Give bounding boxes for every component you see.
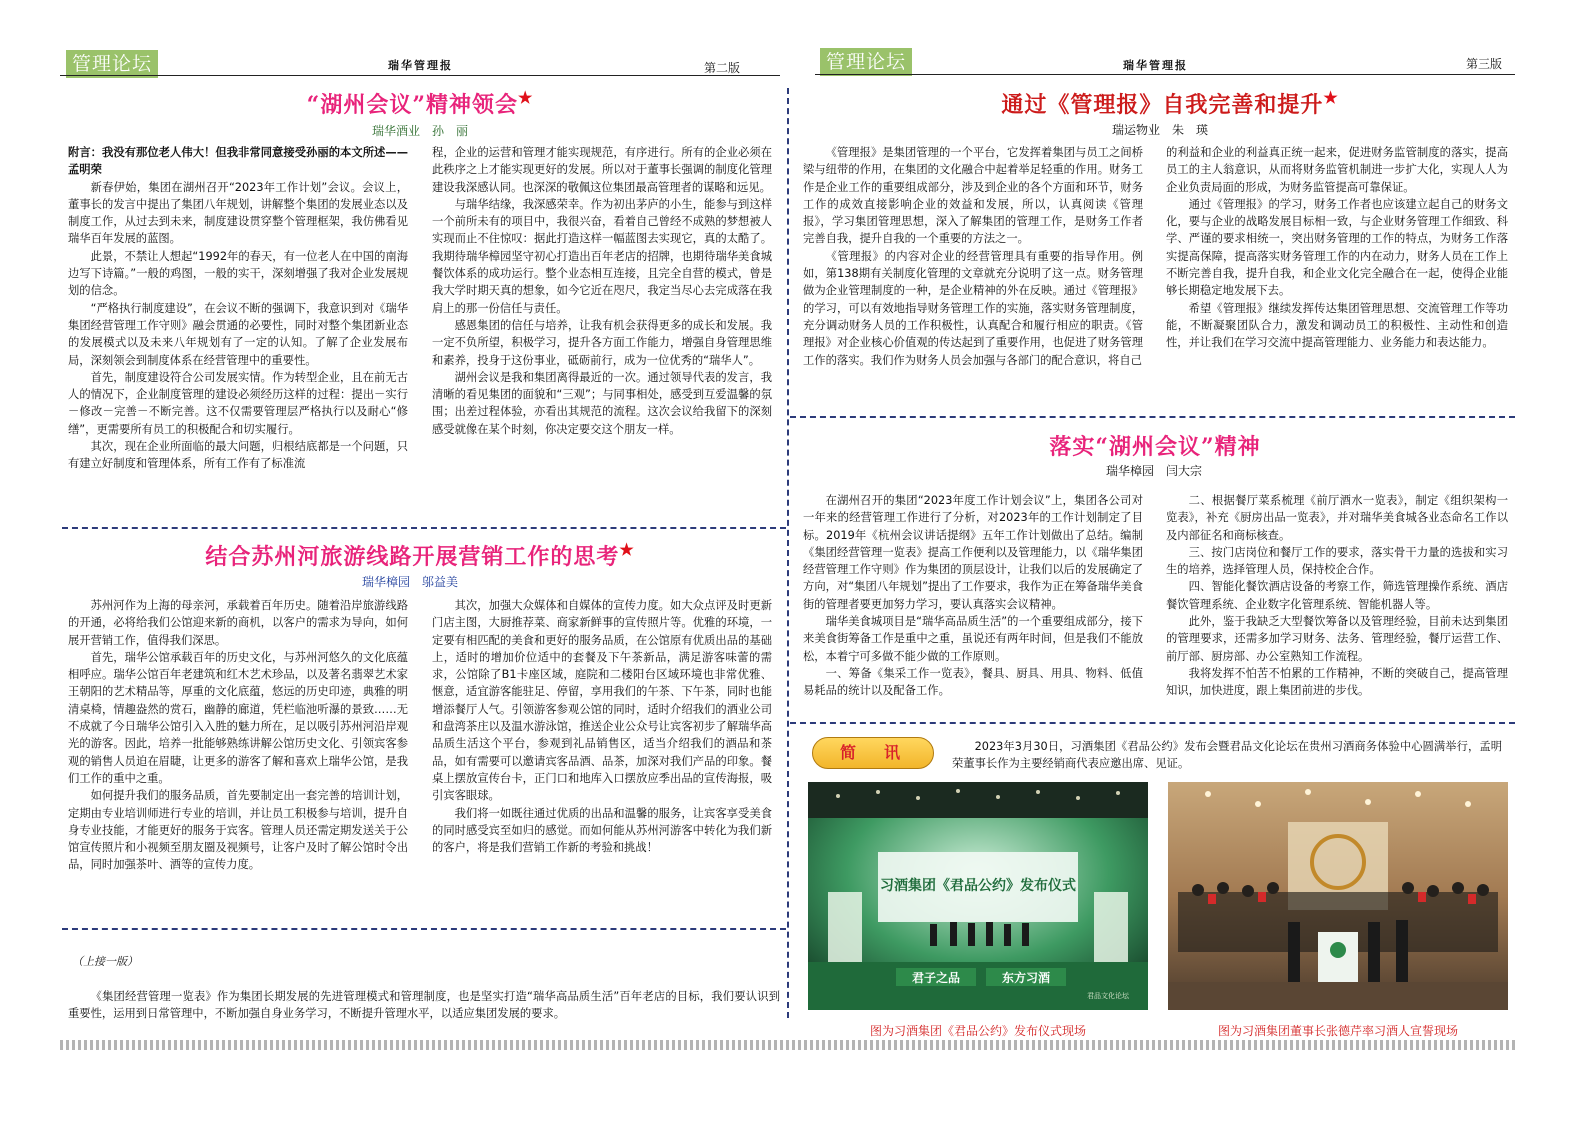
paragraph: 希望《管理报》继续发挥传达集团管理思想、交流管理工作等功能，不断凝聚团队合力，激发和调动员工的积极性、主动性和创造性，并让我们在学习交流中提高管理能力、业务能力和表达能力。 (1166, 301, 1508, 350)
paragraph: 我将发挥不怕苦不怕累的工作精神，不断的突破自己，提高管理知识，加快进度，跟上集团前进的步伐。 (1166, 666, 1508, 698)
article3-byline: 瑞运物业 朱 瑛 (1111, 123, 1208, 137)
star-icon: ★ (517, 88, 534, 107)
article4-byline: 瑞华樟园 闫大宗 (1105, 464, 1202, 478)
paragraph: 与瑞华结缘，我深感荣幸。作为初出茅庐的小生，能参与到这样一个前所未有的项目中，我很兴奋，看着自己曾经不成熟的梦想被人实现而止不住惊叹：据此打造这样一幅蓝图去实现它，真的太酷了。我期待瑞华樟园坚守初心打造出百年老店的招牌，也期待瑞华美食城餐饮体系的成功运行。整个业态相互连接，且完全自营的模式，曾是我大学时期天真的想象，如今它近在咫尺，我定当尽心去完成落在我肩上的那一份信任与责任。 (432, 197, 772, 315)
article3-col2 (1166, 144, 1508, 352)
edition-right: 第三版 (1466, 57, 1503, 71)
continued-text (68, 988, 780, 1023)
photo2-caption: 图为习酒集团董事长张德芹率习酒人宣誓现场 (1217, 1024, 1458, 1038)
section-tag-right: 管理论坛 (820, 48, 912, 76)
article2-col2 (432, 597, 772, 856)
edition-left: 第二版 (704, 61, 741, 75)
center-divider (787, 88, 789, 1018)
paragraph: 其次，加强大众媒体和自媒体的宣传力度。如大众点评及时更新门店主图，大厨推荐菜、商家新鲜事的宣传照片等。优雅的环境，一定要有相匹配的美食和更好的服务品质，在公馆原有优质出品的基础上，适时的增加价位适中的套餐及下午茶新品，满足游客味蕾的需求，公馆除了B1卡座区域，庭院和二楼阳台区域环境也非常优雅、惬意，适宜游客能驻足、停留，享用我们的午茶、下午茶，同时也能增添餐厅人气。引领游客参观公馆的同时，适时介绍我们的酒业公司和盘湾茶庄以及温水游泳馆，推送企业公众号让宾客初步了解瑞华高品质生活这个平台，参观到礼品销售区，适当介绍我们的酒品和茶品，如有需要可以邀请宾客品酒、品茶，加深对我们产品的印象。餐桌上摆放宣传台卡，正门口和地库入口摆放应季出品的宣传海报，吸引宾客眼球。 (432, 599, 772, 803)
paragraph: 一、筹备《集采工作一览表》，餐具、厨具、用具、物料、低值易耗品的统计以及配备工作。 (803, 666, 1143, 698)
paragraph: 其次，现在企业所面临的最大问题，归根结底都是一个问题，只有建立好制度和管理体系，所有工作有了标准流 (68, 440, 408, 471)
article1-col1 (68, 144, 408, 473)
paragraph: 四、智能化餐饮酒店设备的考察工作，筛选管理操作系统、酒店餐饮管理系统、企业数字化管理系统、智能机器人等。 (1166, 580, 1508, 611)
star-icon: ★ (1323, 88, 1339, 107)
divider-left-bottom (62, 928, 786, 930)
article4-col2 (1166, 492, 1508, 700)
photo-launch-ceremony (808, 782, 1148, 1010)
paragraph: 三、按门店岗位和餐厅工作的要求，落实骨干力量的选拔和实习生的培养，选择管理人员，保持校企合作。 (1166, 545, 1508, 577)
paragraph: 在湖州召开的集团“2023年度工作计划会议”上，集团各公司对一年来的经营管理工作进行了分析，对2023年的工作计划制定了目标。2019年《杭州会议讲话提纲》五年工作计划做出了总结。编制《集团经营管理一览表》提高工作便利以及管理能力，以《瑞华集团经营管理工作守则》作为集团的顶层设计，让我们以后的发展确定了方向，对“集团八年规划”提出了工作要求，我作为正在筹备瑞华美食街的管理者要更加努力学习，要认真落实会议精神。 (803, 494, 1143, 611)
paragraph: 瑞华美食城项目是“瑞华高品质生活”的一个重要组成部分，接下来美食街筹备工作是重中之重，虽说还有两年时间，但是我们不能放松，本着宁可多做不能少做的工作原则。 (803, 615, 1143, 663)
article3-col1 (803, 144, 1143, 369)
paragraph: 2023年3月30日，习酒集团《君品公约》发布会暨君品文化论坛在贵州习酒商务体验中心圆满举行，孟明荣董事长作为主要经销商代表应邀出席、见证。 (952, 740, 1502, 771)
article4-title: 落实“湖州会议”精神 (1049, 434, 1261, 460)
paper-name-left: 瑞华管理报 (388, 59, 453, 72)
paper-name-right: 瑞华管理报 (1123, 59, 1188, 72)
paragraph: “严格执行制度建设”，在会议不断的强调下，我意识到对《瑞华集团经营管理工作守则》融会贯通的必要性，同时对整个集团新业态的发展模式以及未来八年规划有了一定的认知。了解了企业发展布局，深刻领会到制度体系在经营管理中的重要性。 (68, 301, 408, 367)
brief-badge: 简 讯 (812, 737, 934, 769)
photo1-caption: 图为习酒集团《君品公约》发布仪式现场 (869, 1024, 1086, 1038)
oath-ceremony-image (1168, 782, 1508, 1010)
article4-col1 (803, 492, 1143, 700)
paragraph: 新春伊始，集团在湖州召开“2023年工作计划”会议。会议上，董事长的发言中提出了集团八年规划，讲解整个集团的发展业态以及制度工作，从过去到未来，制度建设贯穿整个管理框架，我仿佛看见瑞华百年发展的蓝图。 (68, 180, 408, 246)
article2-byline: 瑞华樟园 邬益美 (361, 575, 458, 589)
article2-title: 结合苏州河旅游线路开展营销工作的思考★ (205, 540, 635, 570)
paragraph: 通过《管理报》的学习，财务工作者也应该建立起自己的财务文化，要与企业的战略发展目标相一致，与企业财务管理工作细致、科学、严谨的要求相统一，突出财务管理的工作的特点，为财务工作落实提高保障，提高落实财务管理工作的内在动力，财务人员在工作上不断完善自我，提升自我，和企业文化完全融合在一起，使得企业能够长期稳定地发展下去。 (1166, 197, 1508, 298)
paragraph: 如何提升我们的服务品质，首先要制定出一套完善的培训计划，定期由专业培训师进行专业的培训，并让员工积极参与培训，提升自身专业技能，才能更好的服务于宾客。管理人员还需定期发送关于公馆宣传照片和小视频至朋友圈及视频号，让客户及时了解公馆时令出品，同时加强茶叶、酒等的宣传力度。 (68, 789, 408, 872)
paragraph: 苏州河作为上海的母亲河，承载着百年历史。随着沿岸旅游线路的开通，必将给我们公馆迎来新的商机，以客户的需求为导向，如何展开营销工作，值得我们深思。 (68, 599, 408, 647)
launch-ceremony-image (808, 782, 1148, 1010)
paragraph: 的利益和企业的利益真正统一起来，促进财务监管制度的落实，提高员工的主人翁意识，从而将财务监管机制进一步扩大化，实现人人为企业负责局面的形成，为财务监管提高可靠保证。 (1166, 146, 1508, 194)
divider-right-lower (790, 722, 1515, 724)
side-text: 君品文化论坛 (1087, 992, 1129, 1000)
photo-oath-ceremony (1168, 782, 1508, 1010)
header-rule-left (60, 75, 780, 76)
star-icon: ★ (619, 540, 635, 559)
slogan-left-text: 君子之品 (911, 971, 961, 985)
paragraph: 首先，瑞华公馆承载百年的历史文化，与苏州河悠久的文化底蕴相呼应。瑞华公馆百年老建筑和红木艺术珍品，以及著名翡翠艺术家王朝阳的艺术精品等，厚重的文化底蕴，悠远的历史印迹，典雅的明清桌椅，情趣盎然的赏石，幽静的廊道，凭栏临池听瀑的景致……无不成就了今日瑞华公馆引入入胜的魅力所在，足以吸引苏州河沿岸观光的游客。因此，培养一批能够熟练讲解公馆历史文化、引领宾客参观的销售人员迫在眉睫，让更多的游客了解和喜欢上瑞华公馆，是我们工作的重中之重。 (68, 650, 408, 785)
paragraph: 《集团经营管理一览表》作为集团长期发展的先进管理模式和管理制度，也是坚实打造“瑞华高品质生活”百年老店的目标，我们要认识到重要性，运用到日常管理中，不断加强自身业务学习，不断提升管理水平，以适应集团发展的要求。 (68, 990, 780, 1021)
article1-byline: 瑞华酒业 孙 丽 (371, 124, 468, 138)
divider-left-mid (62, 527, 786, 529)
paragraph: 二、根据餐厅菜系梳理《前厅酒水一览表》，制定《组织架构一览表》，补充《厨房出品一览表》，并对瑞华美食城各业态命名工作以及内部征名和商标核查。 (1166, 494, 1508, 542)
divider-right-mid (790, 416, 1515, 418)
header-rule-right (815, 74, 1515, 75)
article1-col2 (432, 144, 772, 438)
stage-title-text: 习酒集团《君品公约》发布仪式 (880, 878, 1076, 894)
paragraph: 《管理报》的内容对企业的经营管理具有重要的指导作用。例如，第138期有关制度化管理的文章就充分说明了这一点。财务管理做为企业管理制度的一种，是企业精神的外在反映。通过《管理报》的学习，可以有效地指导财务管理工作的实施，落实财务管理制度，充分调动财务人员的工作积极性，认真配合和履行相应的职责。《管理报》对企业核心价值观的传达起到了重要作用，也促进了财务管理工作的落实。我们作为财务人员会加强与各部门的配合意识，将自己 (803, 249, 1143, 367)
continued-label: （上接一版） (72, 955, 138, 968)
paragraph: 首先，制度建设符合公司发展实情。作为转型企业，且在前无古人的情况下，企业制度管理的建设必须经历这样的过程：提出－实行－修改－完善－不断完善。这不仅需要管理层严格执行以及耐心“修缮”，更需要所有员工的积极配合和切实履行。 (68, 370, 408, 436)
section-tag-left: 管理论坛 (66, 50, 158, 78)
paragraph: 感恩集团的信任与培养，让我有机会获得更多的成长和发展。我一定不负所望，积极学习，提升各方面工作能力，增强自身管理思维和素养，投身于这份事业，砥砺前行，成为一位优秀的“瑞华人”。 (432, 318, 772, 367)
paragraph: 此景，不禁让人想起“1992年的春天，有一位老人在中国的南海边写下诗篇。”一般的鸡图，一般的实干，深刻增强了我对企业发展规划的信念。 (68, 249, 408, 298)
article3-title: 通过《管理报》自我完善和提升★ (1001, 88, 1339, 118)
article2-col1 (68, 597, 408, 874)
paragraph: 此外，鉴于我缺乏大型餐饮筹备以及管理经验，目前未达到集团的管理要求，还需多加学习财务、法务、管理经验，餐厅运营工作、前厅部、厨房部、办公室熟知工作流程。 (1166, 615, 1508, 663)
article1-title: “湖州会议”精神领会★ (306, 88, 534, 118)
paragraph: 程，企业的运营和管理才能实现规范，有序进行。所有的企业必须在此秩序之上才能实现更好的发展。所以对于董事长强调的制度化管理建设我深感认同。也深深的敬佩这位集团最高管理者的谋略和远见。 (432, 146, 772, 194)
paragraph: 湖州会议是我和集团离得最近的一次。通过领导代表的发言，我清晰的看见集团的面貌和“三观”；与同事相处，感受到互爱温馨的氛围；出差过程体验，亦看出其规范的流程。这次会议给我留下的深刻感受就像在某个时刻，你决定要交这个朋友一样。 (432, 370, 772, 436)
brief-text (952, 738, 1502, 773)
decorative-band (60, 1040, 1515, 1050)
paragraph: 我们将一如既往通过优质的出品和温馨的服务，让宾客享受美食的同时感受宾至如归的感觉。而如何能从苏州河游客中转化为我们新的客户，将是我们营销工作新的考验和挑战！ (432, 806, 772, 855)
slogan-right-text: 东方习酒 (1001, 971, 1051, 985)
article1-lead: 附言：我没有那位老人伟大！但我非常同意接受孙丽的本文所述——孟明荣 (68, 146, 408, 177)
paragraph: 《管理报》是集团管理的一个平台，它发挥着集团与员工之间桥梁与纽带的作用，在集团的文化融合中起着举足轻重的作用。财务工作是企业工作的重要组成部分，涉及到企业的各个方面和环节，财务工作的成效直接影响企业的效益和发展，所以，认真阅读《管理报》，学习集团管理思想，深入了解集团的管理工作，是财务工作者完善自我，提升自我的一个重要的方法之一。 (803, 146, 1143, 246)
